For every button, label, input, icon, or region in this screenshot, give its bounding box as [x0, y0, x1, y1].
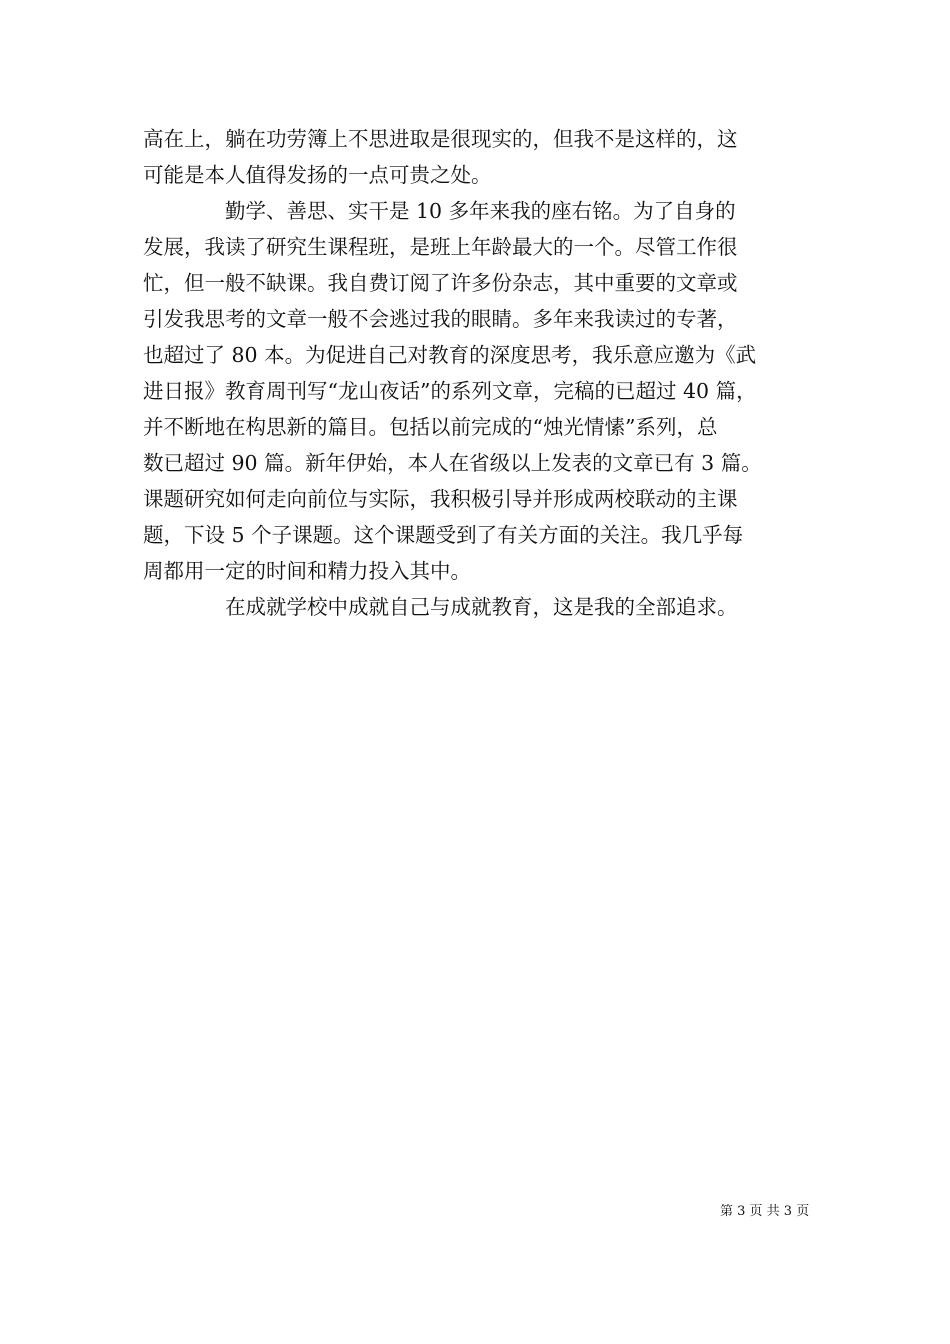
text-line: 高在上，躺在功劳簿上不思进取是很现实的，但我不是这样的，这	[143, 127, 738, 151]
text-line: 并不断地在构思新的篇目。包括以前完成的“烛光情愫”系列，总	[143, 415, 718, 439]
text-line: 在成就学校中成就自己与成就教育，这是我的全部追求。	[143, 595, 738, 619]
page-number: 第 3 页 共 3 页	[720, 1204, 810, 1219]
text-line: 课题研究如何走向前位与实际，我积极引导并形成两校联动的主课	[143, 487, 738, 511]
text-line: 发展，我读了研究生课程班，是班上年龄最大的一个。尽管工作很	[143, 235, 738, 259]
text-line: 勤学、善思、实干是 10 多年来我的座右铭。为了自身的	[143, 199, 736, 223]
text-line: 进日报》教育周刊写“龙山夜话”的系列文章，完稿的已超过 40 篇，	[143, 379, 757, 403]
text-line: 题，下设 5 个子课题。这个课题受到了有关方面的关注。我几乎每	[143, 523, 744, 547]
text-line: 数已超过 90 篇。新年伊始，本人在省级以上发表的文章已有 3 篇。	[143, 451, 762, 475]
text-line: 忙，但一般不缺课。我自费订阅了许多份杂志，其中重要的文章或	[143, 271, 738, 295]
text-line: 周都用一定的时间和精力投入其中。	[143, 559, 471, 583]
text-line: 可能是本人值得发扬的一点可贵之处。	[143, 163, 492, 187]
text-line: 也超过了 80 本。为促进自己对教育的深度思考，我乐意应邀为《武	[143, 343, 757, 367]
text-line: 引发我思考的文章一般不会逃过我的眼睛。多年来我读过的专著，	[143, 307, 738, 331]
